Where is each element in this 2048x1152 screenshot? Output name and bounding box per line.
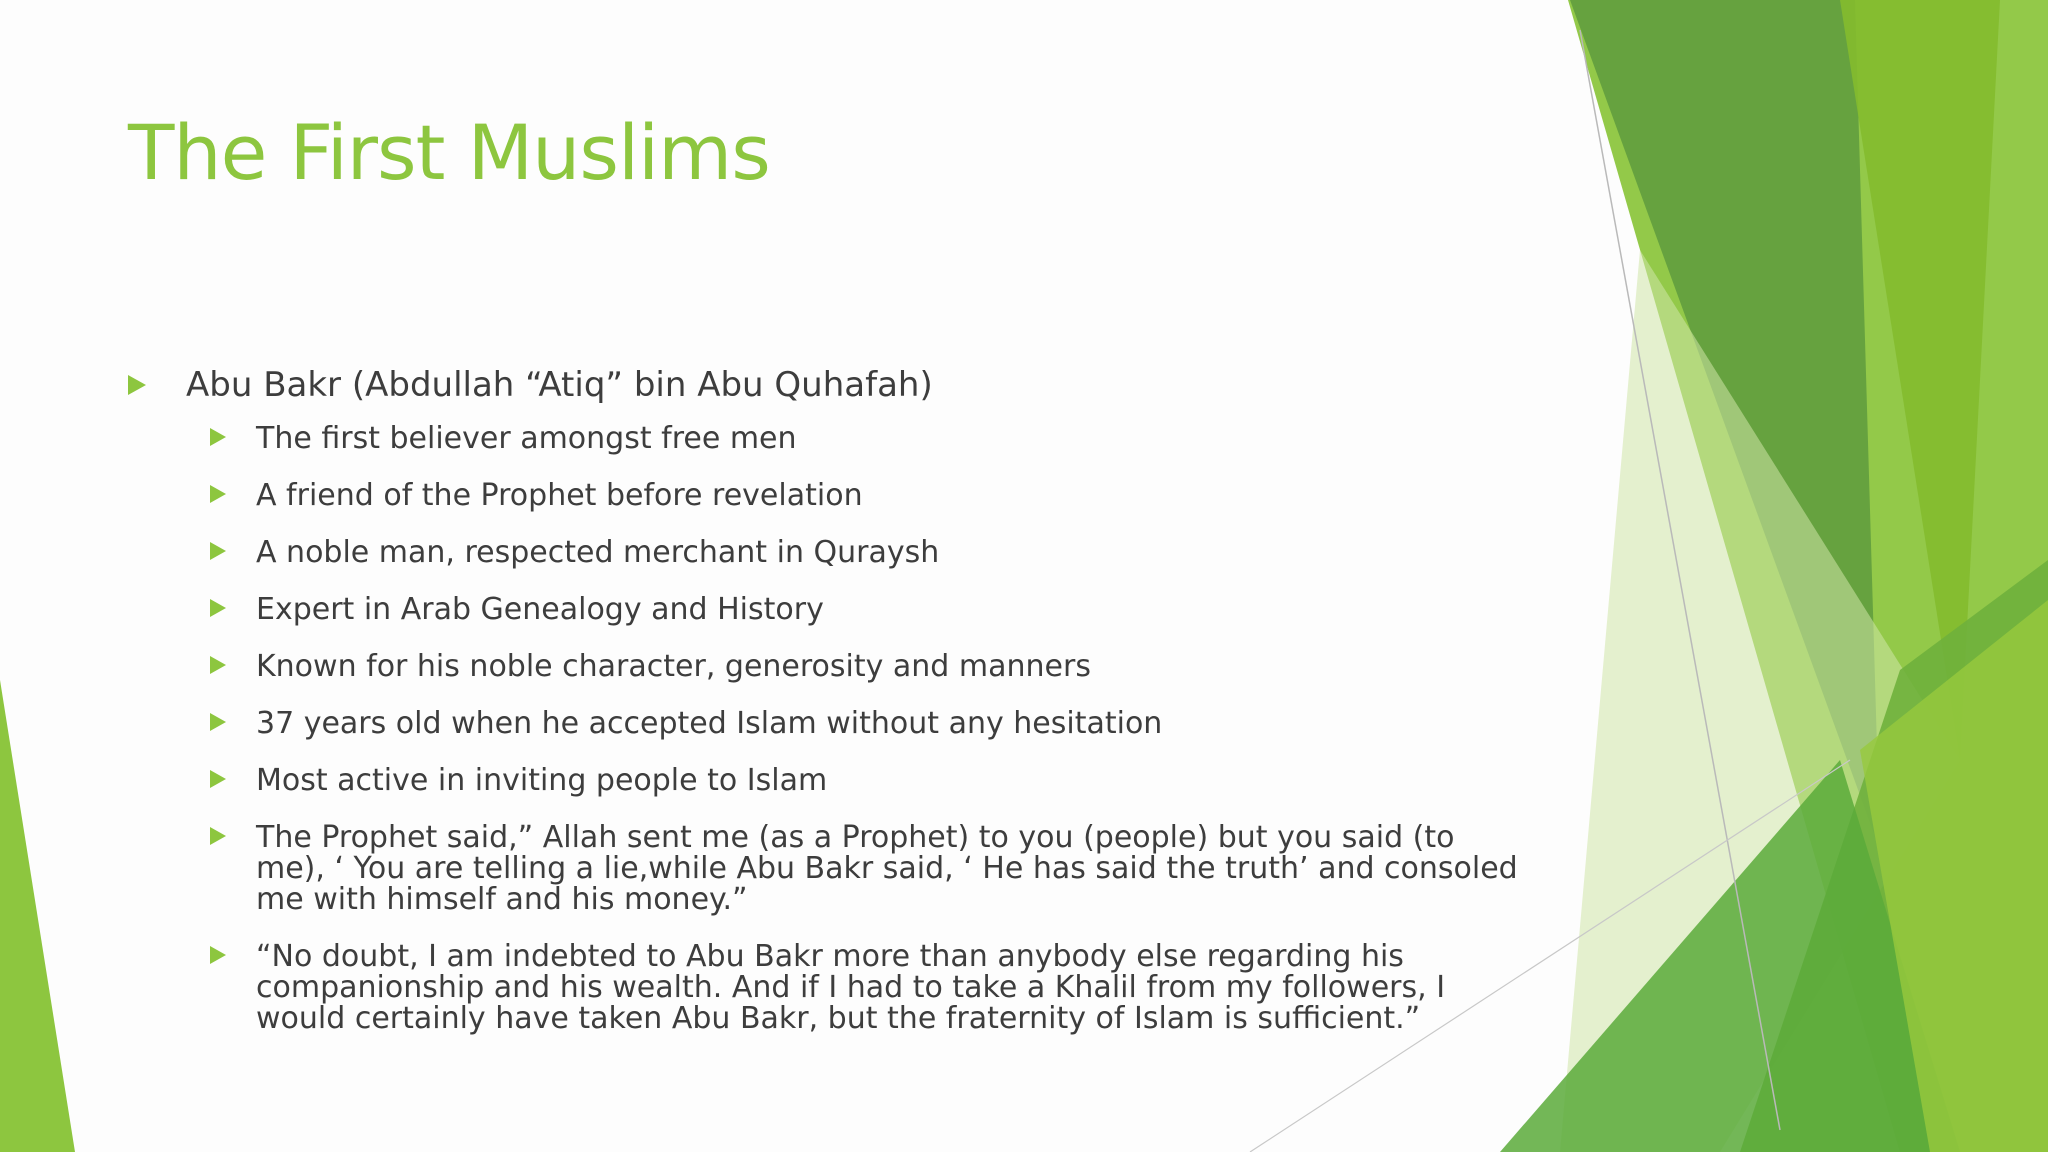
sub-bullet-item	[210, 936, 1528, 1034]
sub-bullet-item	[210, 589, 1528, 625]
bullet-arrow-icon	[210, 656, 226, 674]
sub-bullet-item	[210, 418, 1528, 454]
sub-bullet-text: Expert in Arab Genealogy and History	[256, 592, 824, 627]
sub-bullet-text: Known for his noble character, generosity and manners	[256, 649, 1091, 684]
bullet-list	[128, 360, 1528, 1055]
bullet-arrow-icon	[210, 428, 226, 446]
sub-bullet-text: A noble man, respected merchant in Quraysh	[256, 535, 940, 570]
slide-title: The First Muslims	[128, 108, 770, 197]
sub-bullet-item	[210, 532, 1528, 568]
bullet-arrow-icon	[210, 713, 226, 731]
left-green-sliver	[0, 680, 75, 1152]
bullet-arrow-icon	[210, 485, 226, 503]
bullet-arrow-icon	[210, 946, 226, 964]
sub-bullet-text: A friend of the Prophet before revelation	[256, 478, 863, 513]
sub-bullet-item	[210, 475, 1528, 511]
sub-bullet-text: Most active in inviting people to Islam	[256, 763, 828, 798]
bullet-arrow-icon	[210, 770, 226, 788]
sub-bullet-item	[210, 760, 1528, 796]
sub-bullet-text: The Prophet said,” Allah sent me (as a Prophet) to you (people) but you said (to me), ‘ You are telling a lie,while Abu Bakr said, ‘ He has said the truth’ and consoled me with himself and his money.”	[256, 820, 1518, 917]
bullet-arrow-icon	[210, 827, 226, 845]
bullet-arrow-icon	[210, 599, 226, 617]
bullet-arrow-icon	[210, 542, 226, 560]
bullet-item	[128, 360, 1528, 410]
bullet-arrow-icon	[128, 375, 146, 395]
sub-bullet-text: 37 years old when he accepted Islam without any hesitation	[256, 706, 1163, 741]
sub-bullet-item	[210, 646, 1528, 682]
sub-bullet-item	[210, 817, 1528, 915]
sub-bullet-text: “No doubt, I am indebted to Abu Bakr more than anybody else regarding his companionship and his wealth. And if I had to take a Khalil from my followers, I would certainly have taken Abu Bakr, but the fraternity of Islam is sufficient.”	[256, 939, 1446, 1036]
bullet-label: Abu Bakr (Abdullah “Atiq” bin Abu Quhafah)	[186, 365, 933, 405]
sub-bullet-text: The first believer amongst free men	[256, 421, 797, 456]
sub-bullet-item	[210, 703, 1528, 739]
